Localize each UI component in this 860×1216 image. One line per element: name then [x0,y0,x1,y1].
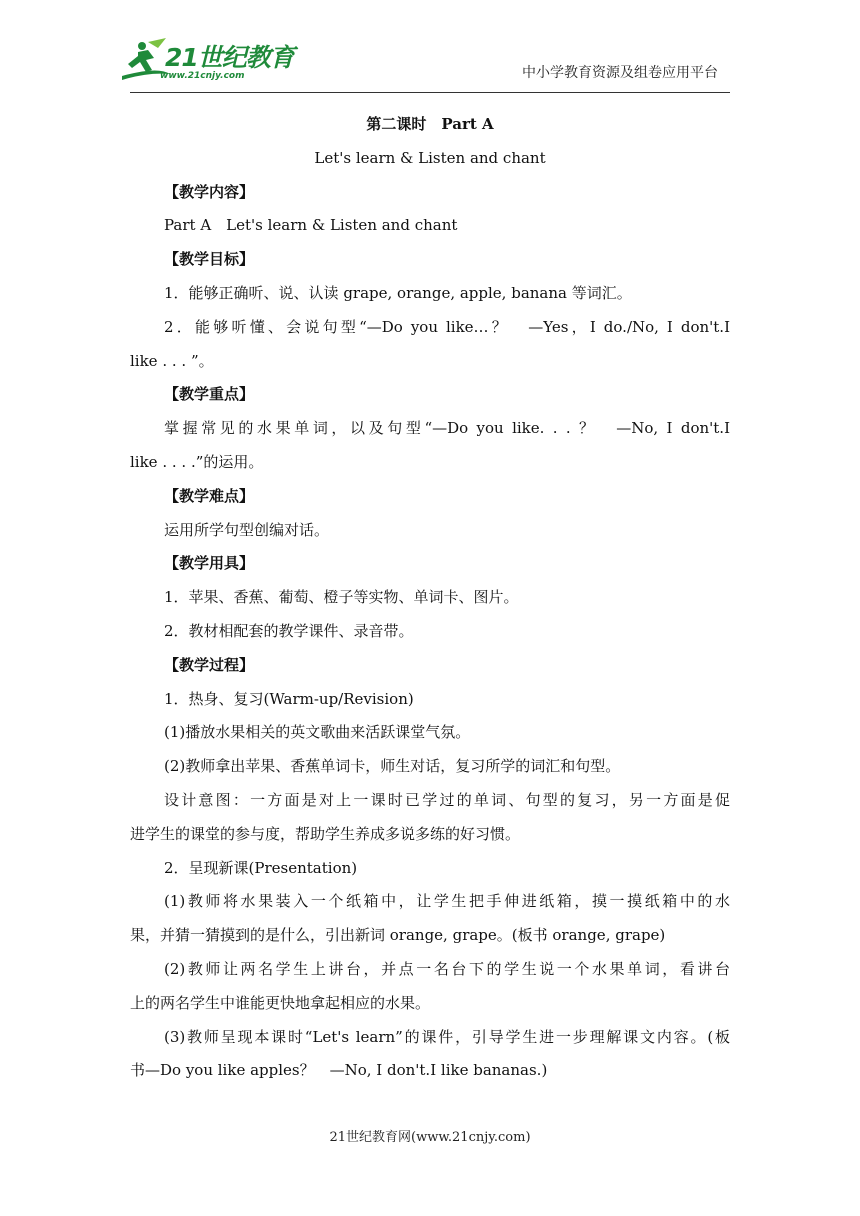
paragraph-line: 上的两名学生中谁能更快地拿起相应的水果。 [130,993,431,1012]
paragraph-line: like . . . ”。 [130,351,214,370]
logo-url: www.21cnjy.com [160,71,245,81]
paragraph-line: (1)教师将水果装入一个纸箱中，让学生把手伸进纸箱，摸一摸纸箱中的水 [164,892,730,911]
paragraph-line: (2)教师让两名学生上讲台，并点一名台下的学生说一个水果单词，看讲台 [164,959,730,978]
paragraph-line: 掌握常见的水果单词，以及句型“—Do you like. . . ？ —No, I don't.I [164,419,730,438]
paragraph-line: (1)播放水果相关的英文歌曲来活跃课堂气氛。 [164,723,471,742]
paragraph-line: 2．呈现新课(Presentation) [164,858,358,877]
paragraph-line: 1．苹果、香蕉、葡萄、橙子等实物、单词卡、图片。 [164,588,519,607]
logo-text: 21世纪教育 [165,43,294,72]
lesson-body [130,176,730,1089]
paragraph-line: 果，并猜一猜摸到的是什么，引出新词 orange, grape。(板书 orange, grape) [130,926,666,945]
paragraph-line: Part A Let's learn & Listen and chant [164,216,458,235]
paragraph-line: 设计意图：一方面是对上一课时已学过的单词、句型的复习，另一方面是促 [164,790,730,809]
paragraph-line: 书—Do you like apples？ —No, I don't.I like bananas.) [130,1061,548,1080]
section-heading: 【教学用具】 [164,554,255,573]
lesson-content [130,108,730,1088]
section-heading: 【教学难点】 [164,486,255,505]
lesson-title: 第二课时 Part A [366,115,494,133]
page-footer: 21世纪教育网(www.21cnjy.com) [329,1130,531,1145]
section-heading: 【教学内容】 [164,182,255,201]
paragraph-line: 运用所学句型创编对话。 [164,520,330,539]
section-heading: 【教学过程】 [164,655,255,674]
lesson-subtitle: Let's learn & Listen and chant [314,148,546,167]
platform-tagline: 中小学教育资源及组卷应用平台 [522,65,718,81]
page-header [0,0,860,95]
section-heading: 【教学目标】 [164,250,255,269]
paragraph-line: (2)教师拿出苹果、香蕉单词卡，师生对话，复习所学的词汇和句型。 [164,757,621,776]
paragraph-line: 2．教材相配套的教学课件、录音带。 [164,621,414,640]
header-divider [130,92,730,93]
paragraph-line: 1．热身、复习(Warm-up/Revision) [164,689,414,708]
paragraph-line: 2．能够听懂、会说句型“—Do you like…？ —Yes，I do./No, I don't.I [164,317,730,336]
section-heading: 【教学重点】 [164,385,255,404]
paragraph-line: 进学生的课堂的参与度，帮助学生养成多说多练的好习惯。 [130,824,521,843]
paragraph-line: like . . . .”的运用。 [130,452,264,471]
paragraph-line: (3)教师呈现本课时“Let's learn”的课件，引导学生进一步理解课文内容。(板 [164,1027,730,1046]
paragraph-line: 1．能够正确听、说、认读 grape, orange, apple, banana 等词汇。 [164,283,632,302]
